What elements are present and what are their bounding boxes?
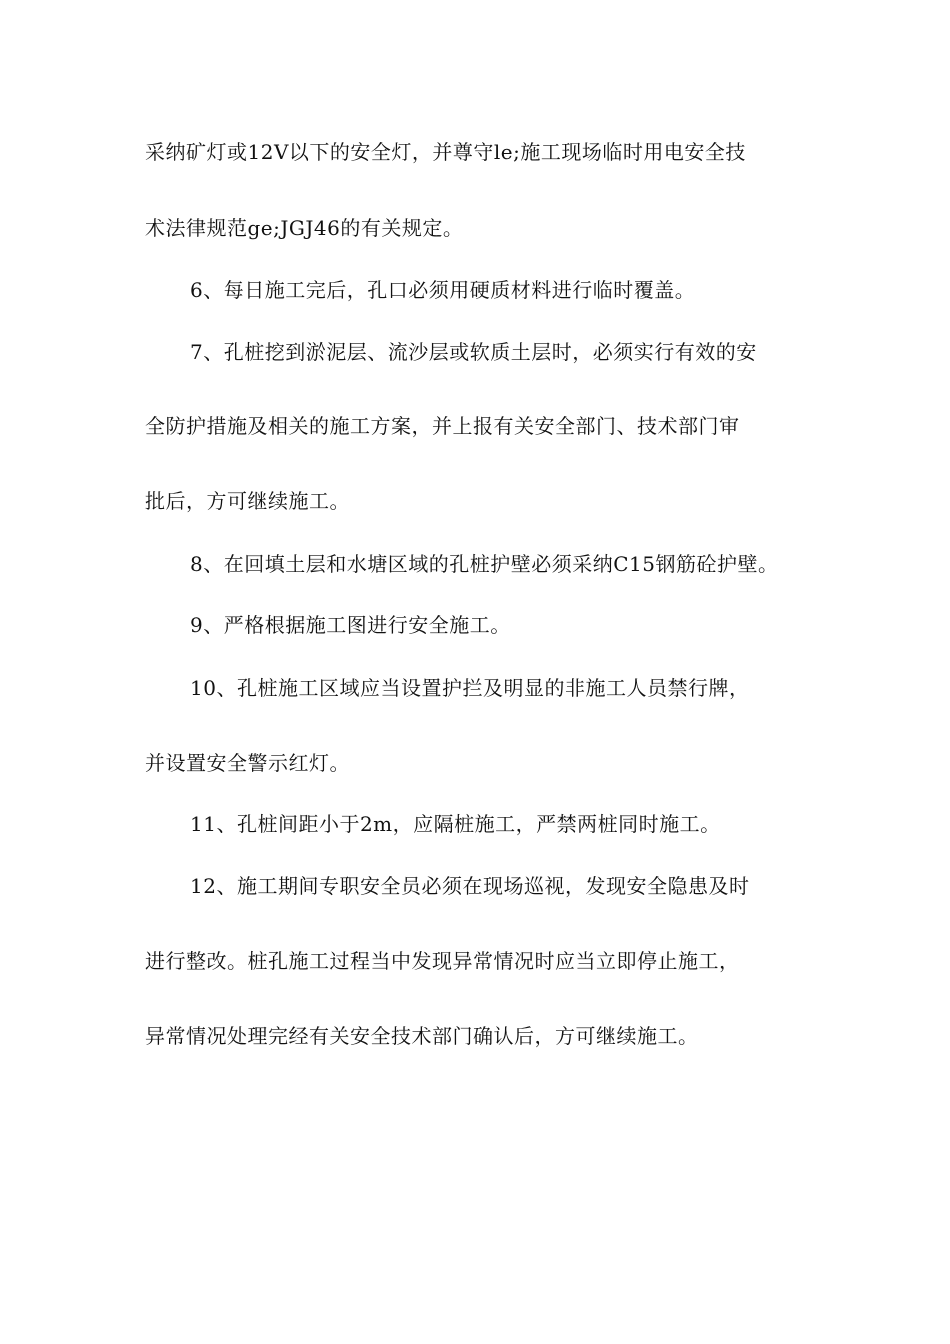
item-12: 12、施工期间专职安全员必须在现场巡视，发现安全隐患及时 [190,874,750,898]
item-10: 10、孔桩施工区域应当设置护拦及明显的非施工人员禁行牌， [190,676,750,700]
item-7-continued-1: 全防护措施及相关的施工方案，并上报有关安全部门、技术部门审 [145,414,740,438]
text-line-2: 术法律规范ge;JGJ46的有关规定。 [145,216,464,240]
text-line-1: 采纳矿灯或12V以下的安全灯，并尊守le;施工现场临时用电安全技 [145,140,746,164]
item-11: 11、孔桩间距小于2m，应隔桩施工，严禁两桩同时施工。 [190,812,721,836]
item-10-continued: 并设置安全警示红灯。 [145,751,350,775]
item-12-continued-1: 进行整改。桩孔施工过程当中发现异常情况时应当立即停止施工， [145,949,740,973]
item-12-continued-2: 异常情况处理完经有关安全技术部门确认后，方可继续施工。 [145,1024,699,1048]
item-8: 8、在回填土层和水塘区域的孔桩护壁必须采纳C15钢筋砼护壁。 [190,552,779,576]
item-9: 9、严格根据施工图进行安全施工。 [190,613,511,637]
item-6: 6、每日施工完后，孔口必须用硬质材料进行临时覆盖。 [190,278,696,302]
item-7-continued-2: 批后，方可继续施工。 [145,489,350,513]
item-7: 7、孔桩挖到淤泥层、流沙层或软质土层时，必须实行有效的安 [190,340,757,364]
